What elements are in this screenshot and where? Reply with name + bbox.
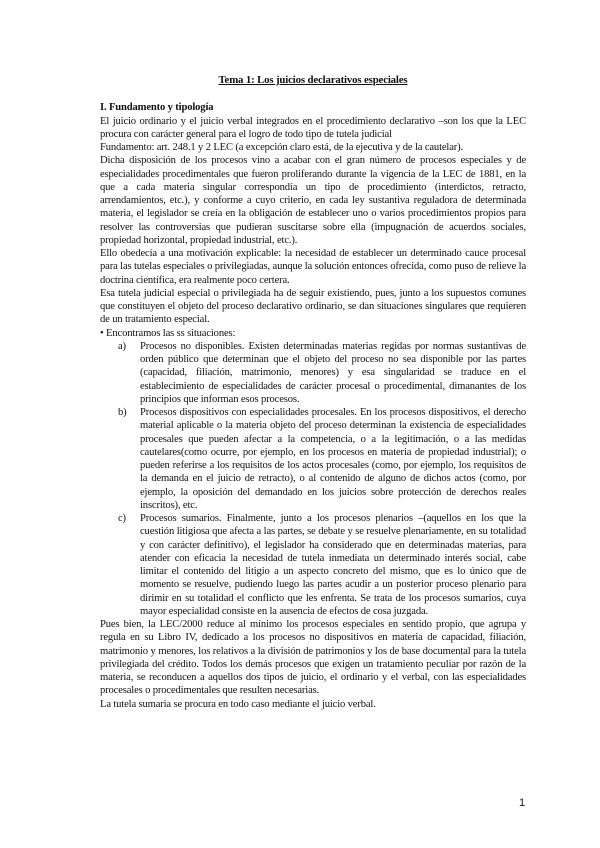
situations-list [100, 340, 526, 618]
document-page [100, 74, 526, 711]
paragraph: El juicio ordinario y el juicio verbal integrados en el procedimiento declarativo –son los que la LEC procura con carácter general para el logro de todo tipo de tutela judicial [100, 115, 526, 140]
paragraph: Esa tutela judicial especial o privilegiada ha de seguir existiendo, pues, junto a los supuestos comunes que constituyen el objeto del proceso declarativo ordinario, se dan situaciones singulares que requieren de un tratamiento especial. [100, 287, 526, 326]
list-text: Procesos dispositivos con especialidades procesales. En los procesos dispositivos, el derecho material aplicable o la materia objeto del proceso determinan la existencia de especialidades procesales que pueden afectar a la competencia, o a la legitimación, o a las medidas cautelares(como ocurre, por ejemplo, en los procesos en materia de propiedad industrial); o pueden referirse a los requisitos de los actos procesales (como, por ejemplo, los requisitos de la demanda en el juicio de retracto), o al contenido de alguno de dichos actos (como, por ejemplo, la oposición del demandado en los juicios sobre protección de derechos reales inscritos), etc. [140, 407, 526, 511]
list-item [100, 512, 526, 618]
list-text: Procesos sumarios. Finalmente, junto a los procesos plenarios –(aquellos en los que la cuestión litigiosa que afecta a las partes, se debate y se resuelve plenariamente, en su totalidad y con carácter definitivo), el legislador ha considerado que en determinadas materias, para atender con eficacia la necesidad de tutela inmediata un determinado interés social, cabe limitar el contenido del litigio a un aspecto concreto del mismo, que es lo único que de momento se resuelve, pudiendo luego las partes acudir a un posterior proceso plenario para dirimir en su totalidad el conflicto que les enfrenta. Se trata de los procesos sumarios, cuya mayor especialidad consiste en la ausencia de efectos de cosa juzgada. [140, 513, 526, 617]
section-heading: I. Fundamento y tipología [100, 102, 214, 114]
list-letter: c) [118, 513, 126, 524]
bullet-intro: • Encontramos las ss situaciones: [100, 327, 236, 339]
paragraph: Pues bien, la LEC/2000 reduce al mínimo los procesos especiales en sentido propio, que agrupa y regula en su Libro IV, dedicado a los procesos no dispositivos en materia de capacidad, filiación, matrimonio y menores, los relativos a la división de patrimonios y los de base documental para la tutela privilegiada del crédito. Todos los demás procesos que exigen un tratamiento peculiar por razón de la materia, se reconducen a aquellos dos tipos de juicio, el ordinario y el verbal, con las especialidades procesales o procedimentales que resulten necesarias. [100, 619, 526, 697]
document-title: Tema 1: Los juicios declarativos especiales [218, 74, 408, 86]
page-number: 1 [519, 797, 526, 809]
list-letter: a) [118, 340, 126, 352]
paragraph: Fundamento: art. 248.1 y 2 LEC (a excepción claro está, de la ejecutiva y de la cautelar). [100, 142, 464, 153]
paragraph: Dicha disposición de los procesos vino a acabar con el gran número de procesos especiales y de especialidades procedimentales que fueron proliferando durante la vigencia de la LEC de 1881, en la que a cada materia singular correspondía un tipo de procedimiento (interdictos, retracto, arrendamientos, etc.), y conforme a cuyo criterio, en cada ley sustantiva reguladora de determinada materia, el legislador se creía en la obligación de establecer uno o varios procedimientos propios para resolver las controversias que pudieran suscitarse sobre ella (impugnación de acuerdos sociales, propiedad horizontal, propiedad industrial, etc.). [100, 155, 526, 246]
list-letter: b) [118, 407, 127, 418]
paragraph: La tutela sumaria se procura en todo caso mediante el juicio verbal. [100, 698, 376, 710]
paragraph: Ello obedecía a una motivación explicable: la necesidad de establecer un determinado cauce procesal para las tutelas especiales o privilegiadas, aunque la solución entonces ofrecida, como puso de relieve la doctrina científica, era realmente poco certera. [100, 248, 526, 286]
list-text: Procesos no disponibles. Existen determinadas materias regidas por normas sustantivas de orden público que determinan que el objeto del proceso no sea disponible por las partes (capacidad, filiación, matrimonio, menores) y esa singularidad se traduce en el establecimiento de especialidades de carácter procesal o procedimental, dimanantes de los principios que informan esos procesos. [140, 340, 526, 405]
list-item [100, 340, 526, 406]
list-item [100, 406, 526, 512]
